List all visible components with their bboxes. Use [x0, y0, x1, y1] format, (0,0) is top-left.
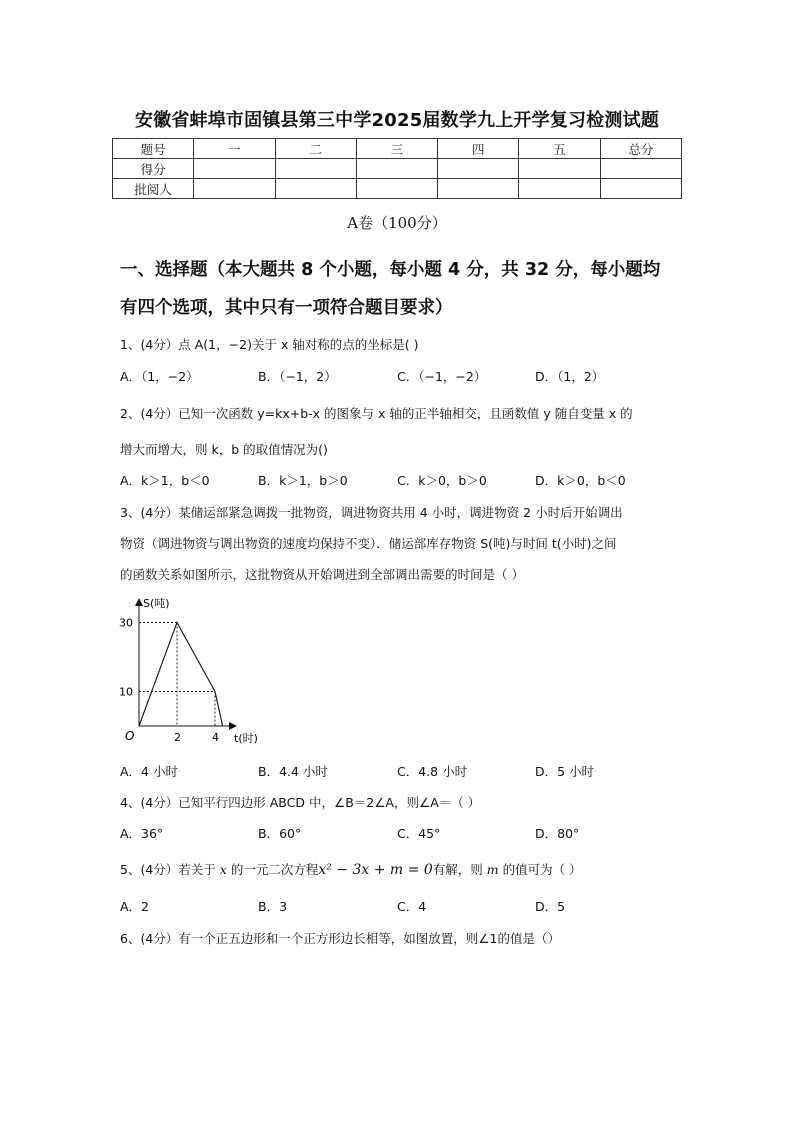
q3-option-d: D．5 小时: [535, 764, 595, 779]
table-header-cell: 二: [275, 139, 356, 159]
table-row: [113, 159, 682, 179]
q3-chart: [110, 592, 270, 752]
q5-text-suffix: 的值可为（ ）: [502, 862, 582, 877]
q2-option-c: C．k＞0，b＞0: [397, 473, 487, 488]
question-4: 4、(4分）已知平行四边形 ABCD 中，∠B＝2∠A，则∠A＝（ ）: [120, 795, 481, 810]
series-line: [139, 623, 223, 727]
table-cell: [519, 159, 600, 179]
q5-option-d: D．5: [535, 899, 566, 914]
question-5: [120, 860, 582, 878]
q1-option-b: B．（−1，2）: [258, 369, 337, 384]
x-axis-label: t(时): [234, 732, 258, 745]
q5-option-c: C．4: [397, 899, 427, 914]
table-cell: [275, 159, 356, 179]
q4-option-c: C．45°: [397, 826, 441, 841]
q4-option-b: B．60°: [258, 826, 302, 841]
q1-option-a: A．（1，−2）: [120, 369, 199, 384]
q1-option-d: D．（1，2）: [535, 369, 605, 384]
section1-heading-line2: 有四个选项，其中只有一项符合题目要求）: [120, 298, 453, 318]
x-tick-label: 4: [212, 731, 219, 744]
page-title: 安徽省蚌埠市固镇县第三中学2025届数学九上开学复习检测试题: [134, 110, 660, 131]
q5-option-a: A．2: [120, 899, 150, 914]
score-table: [112, 138, 682, 199]
table-cell: [356, 179, 437, 199]
table-cell: [438, 159, 519, 179]
row-label: 得分: [113, 159, 194, 179]
q2-option-b: B．k＞1，b＞0: [258, 473, 348, 488]
q3-option-a: A．4 小时: [120, 764, 178, 779]
q3-option-c: C．4.8 小时: [397, 764, 468, 779]
question-3-line2: 物资（调进物资与调出物资的速度均保持不变）．储运部库存物资 S(吨)与时间 t(小时)之间: [120, 536, 617, 551]
row-label: 批阅人: [113, 179, 194, 199]
q5-var-m: m: [486, 862, 499, 877]
question-1: 1、(4分）点 A(1，−2)关于 x 轴对称的点的坐标是( ): [120, 337, 419, 352]
table-header-cell: 五: [519, 139, 600, 159]
table-header-cell: 三: [356, 139, 437, 159]
y-tick-label: 30: [119, 616, 133, 630]
q5-text-mid2: 有解，则: [432, 862, 483, 877]
table-cell: [356, 159, 437, 179]
q5-var-x: x: [219, 862, 227, 877]
table-header-cell: 四: [438, 139, 519, 159]
question-2-line2: 增大而增大，则 k，b 的取值情况为(): [120, 442, 328, 457]
question-3-line3: 的函数关系如图所示，这批物资从开始调进到全部调出需要的时间是（ ）: [120, 567, 524, 582]
section-a-heading: A卷（100分）: [347, 214, 447, 232]
guide-lines: [139, 623, 215, 727]
q3-option-b: B．4.4 小时: [258, 764, 328, 779]
x-tick-label: 2: [174, 731, 181, 744]
table-row: [113, 179, 682, 199]
q5-equation: x² − 3x + m = 0: [318, 862, 433, 878]
q2-option-a: A．k＞1，b＜0: [120, 473, 210, 488]
question-6: 6、(4分）有一个正五边形和一个正方形边长相等，如图放置，则∠1的值是（）: [120, 931, 560, 946]
table-cell: [519, 179, 600, 199]
table-header-cell: 总分: [600, 139, 681, 159]
question-2-line1: 2、(4分）已知一次函数 y=kx+b-x 的图象与 x 轴的正半轴相交，且函数值 y 随自变量 x 的: [120, 406, 633, 421]
table-cell: [194, 179, 275, 199]
table-row: [113, 139, 682, 159]
q5-text-prefix: 5、(4分）若关于: [120, 862, 216, 877]
y-axis-label: S(吨): [143, 597, 170, 610]
section1-heading-line1: 一、选择题（本大题共 8 个小题，每小题 4 分，共 32 分，每小题均: [120, 260, 661, 280]
q4-option-a: A．36°: [120, 826, 164, 841]
table-cell: [600, 179, 681, 199]
table-cell: [600, 159, 681, 179]
question-3-line1: 3、(4分）某储运部紧急调拨一批物资，调进物资共用 4 小时，调进物资 2 小时后开始调出: [120, 505, 623, 520]
q4-option-d: D．80°: [535, 826, 580, 841]
table-cell: [194, 159, 275, 179]
q1-option-c: C．（−1，−2）: [397, 369, 487, 384]
q5-text-mid: 的一元二次方程: [230, 862, 319, 877]
table-cell: [275, 179, 356, 199]
table-header-cell: 题号: [113, 139, 194, 159]
table-header-cell: 一: [194, 139, 275, 159]
table-cell: [438, 179, 519, 199]
q2-option-d: D．k＞0，b＜0: [535, 473, 626, 488]
q5-option-b: B．3: [258, 899, 288, 914]
origin-label: O: [125, 729, 135, 743]
y-tick-label: 10: [119, 685, 133, 699]
